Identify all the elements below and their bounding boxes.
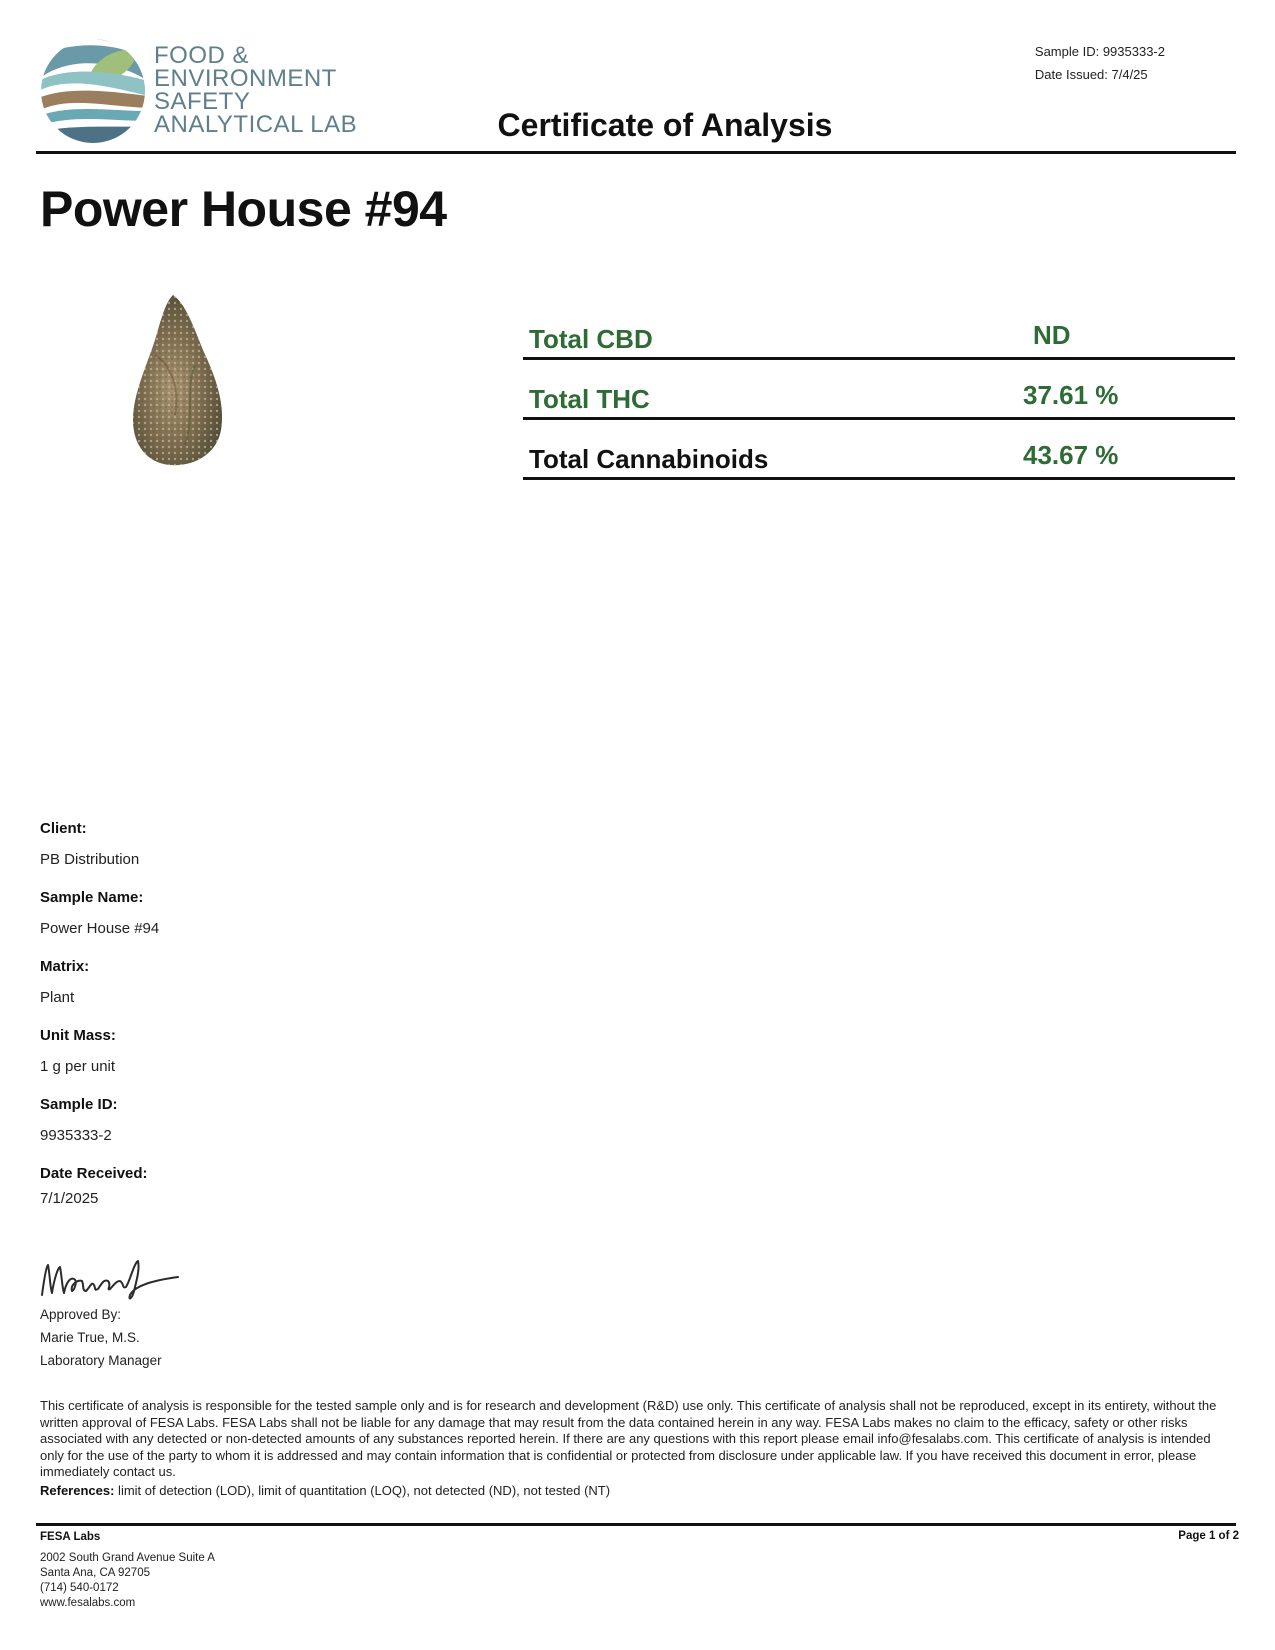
footer-phone: (714) 540-0172 (40, 1582, 119, 1594)
matrix-value: Plant (40, 989, 75, 1006)
client-value: PB Distribution (40, 851, 140, 868)
footer-divider (36, 1523, 1236, 1526)
header-sample-id: Sample ID: 9935333-2 (1034, 44, 1165, 59)
sample-name-value: Power House #94 (40, 920, 160, 937)
approver-role: Laboratory Manager (40, 1353, 162, 1368)
cannabinoid-summary-table (523, 300, 1235, 480)
summary-label: Total CBD (529, 324, 653, 354)
approved-by-label: Approved By: (40, 1307, 122, 1322)
logo-line: SAFETY (154, 88, 251, 115)
footer-address (40, 1530, 215, 1611)
references-label: References: (40, 1483, 115, 1498)
product-title: Power House #94 (40, 181, 447, 237)
unit-mass-label: Unit Mass: (40, 1027, 116, 1044)
header-divider (36, 151, 1236, 154)
footer-website-link[interactable]: www.fesalabs.com (40, 1597, 136, 1609)
header-date-issued: Date Issued: 7/4/25 (1034, 67, 1148, 82)
summary-label: Total THC (529, 384, 650, 414)
approval-block (40, 1303, 162, 1372)
date-received-label: Date Received: (40, 1165, 148, 1182)
footer-address-line: 2002 South Grand Avenue Suite A (40, 1552, 215, 1564)
header-meta (1035, 40, 1165, 86)
references-text: limit of detection (LOD), limit of quantitation (LOQ), not detected (ND), not tested (NT) (114, 1483, 611, 1498)
date-received-value: 7/1/2025 (40, 1190, 99, 1207)
matrix-label: Matrix: (40, 958, 90, 975)
references (40, 1483, 1220, 1498)
sample-id-label: Sample ID: (40, 1096, 118, 1113)
logo-line: FOOD & (154, 42, 250, 69)
client-label: Client: (40, 820, 87, 837)
page-number: Page 1 of 2 (1178, 1530, 1239, 1542)
summary-value: ND (1033, 320, 1071, 350)
summary-value: 37.61 % (1023, 380, 1119, 410)
unit-mass-value: 1 g per unit (40, 1058, 116, 1075)
footer-address-line: Santa Ana, CA 92705 (40, 1567, 150, 1579)
document-title: Certificate of Analysis (497, 107, 833, 143)
summary-value: 43.67 % (1023, 440, 1119, 470)
approver-name: Marie True, M.S. (40, 1330, 140, 1345)
cannabis-bud-image (125, 295, 235, 470)
logo-line: ANALYTICAL LAB (154, 111, 358, 138)
sample-name-label: Sample Name: (40, 889, 144, 906)
summary-label: Total Cannabinoids (529, 444, 769, 474)
summary-row-total-cannabinoids (523, 420, 1235, 480)
disclaimer-text: This certificate of analysis is responsible for the tested sample only and is for research and development (R&D) use only. This certificate of analysis shall not be reproduced, except in its entirety, without the written approval of FESA Labs. FESA Labs shall not be liable for any damage that may result from the data contained herein in any way. FESA Labs makes no claim to the efficacy, safety or other risks associated with any detected or non-detected amounts of any substances reported herein. If there are any questions with this report please email info@fesalabs.com. This certificate of analysis is intended only for the use of the party to whom it is addressed and may contain information that is confidential or protected from disclosure under applicable law. If you have received this document in error, please immediately contact us. (40, 1398, 1217, 1479)
footer-org: FESA Labs (40, 1531, 101, 1543)
sample-info (40, 820, 440, 1228)
handwritten-signature (38, 1255, 188, 1305)
logo-line: ENVIRONMENT (154, 65, 337, 92)
summary-row-total-thc (523, 360, 1235, 420)
summary-row-total-cbd (523, 300, 1235, 360)
sample-id-value: 9935333-2 (40, 1127, 112, 1144)
